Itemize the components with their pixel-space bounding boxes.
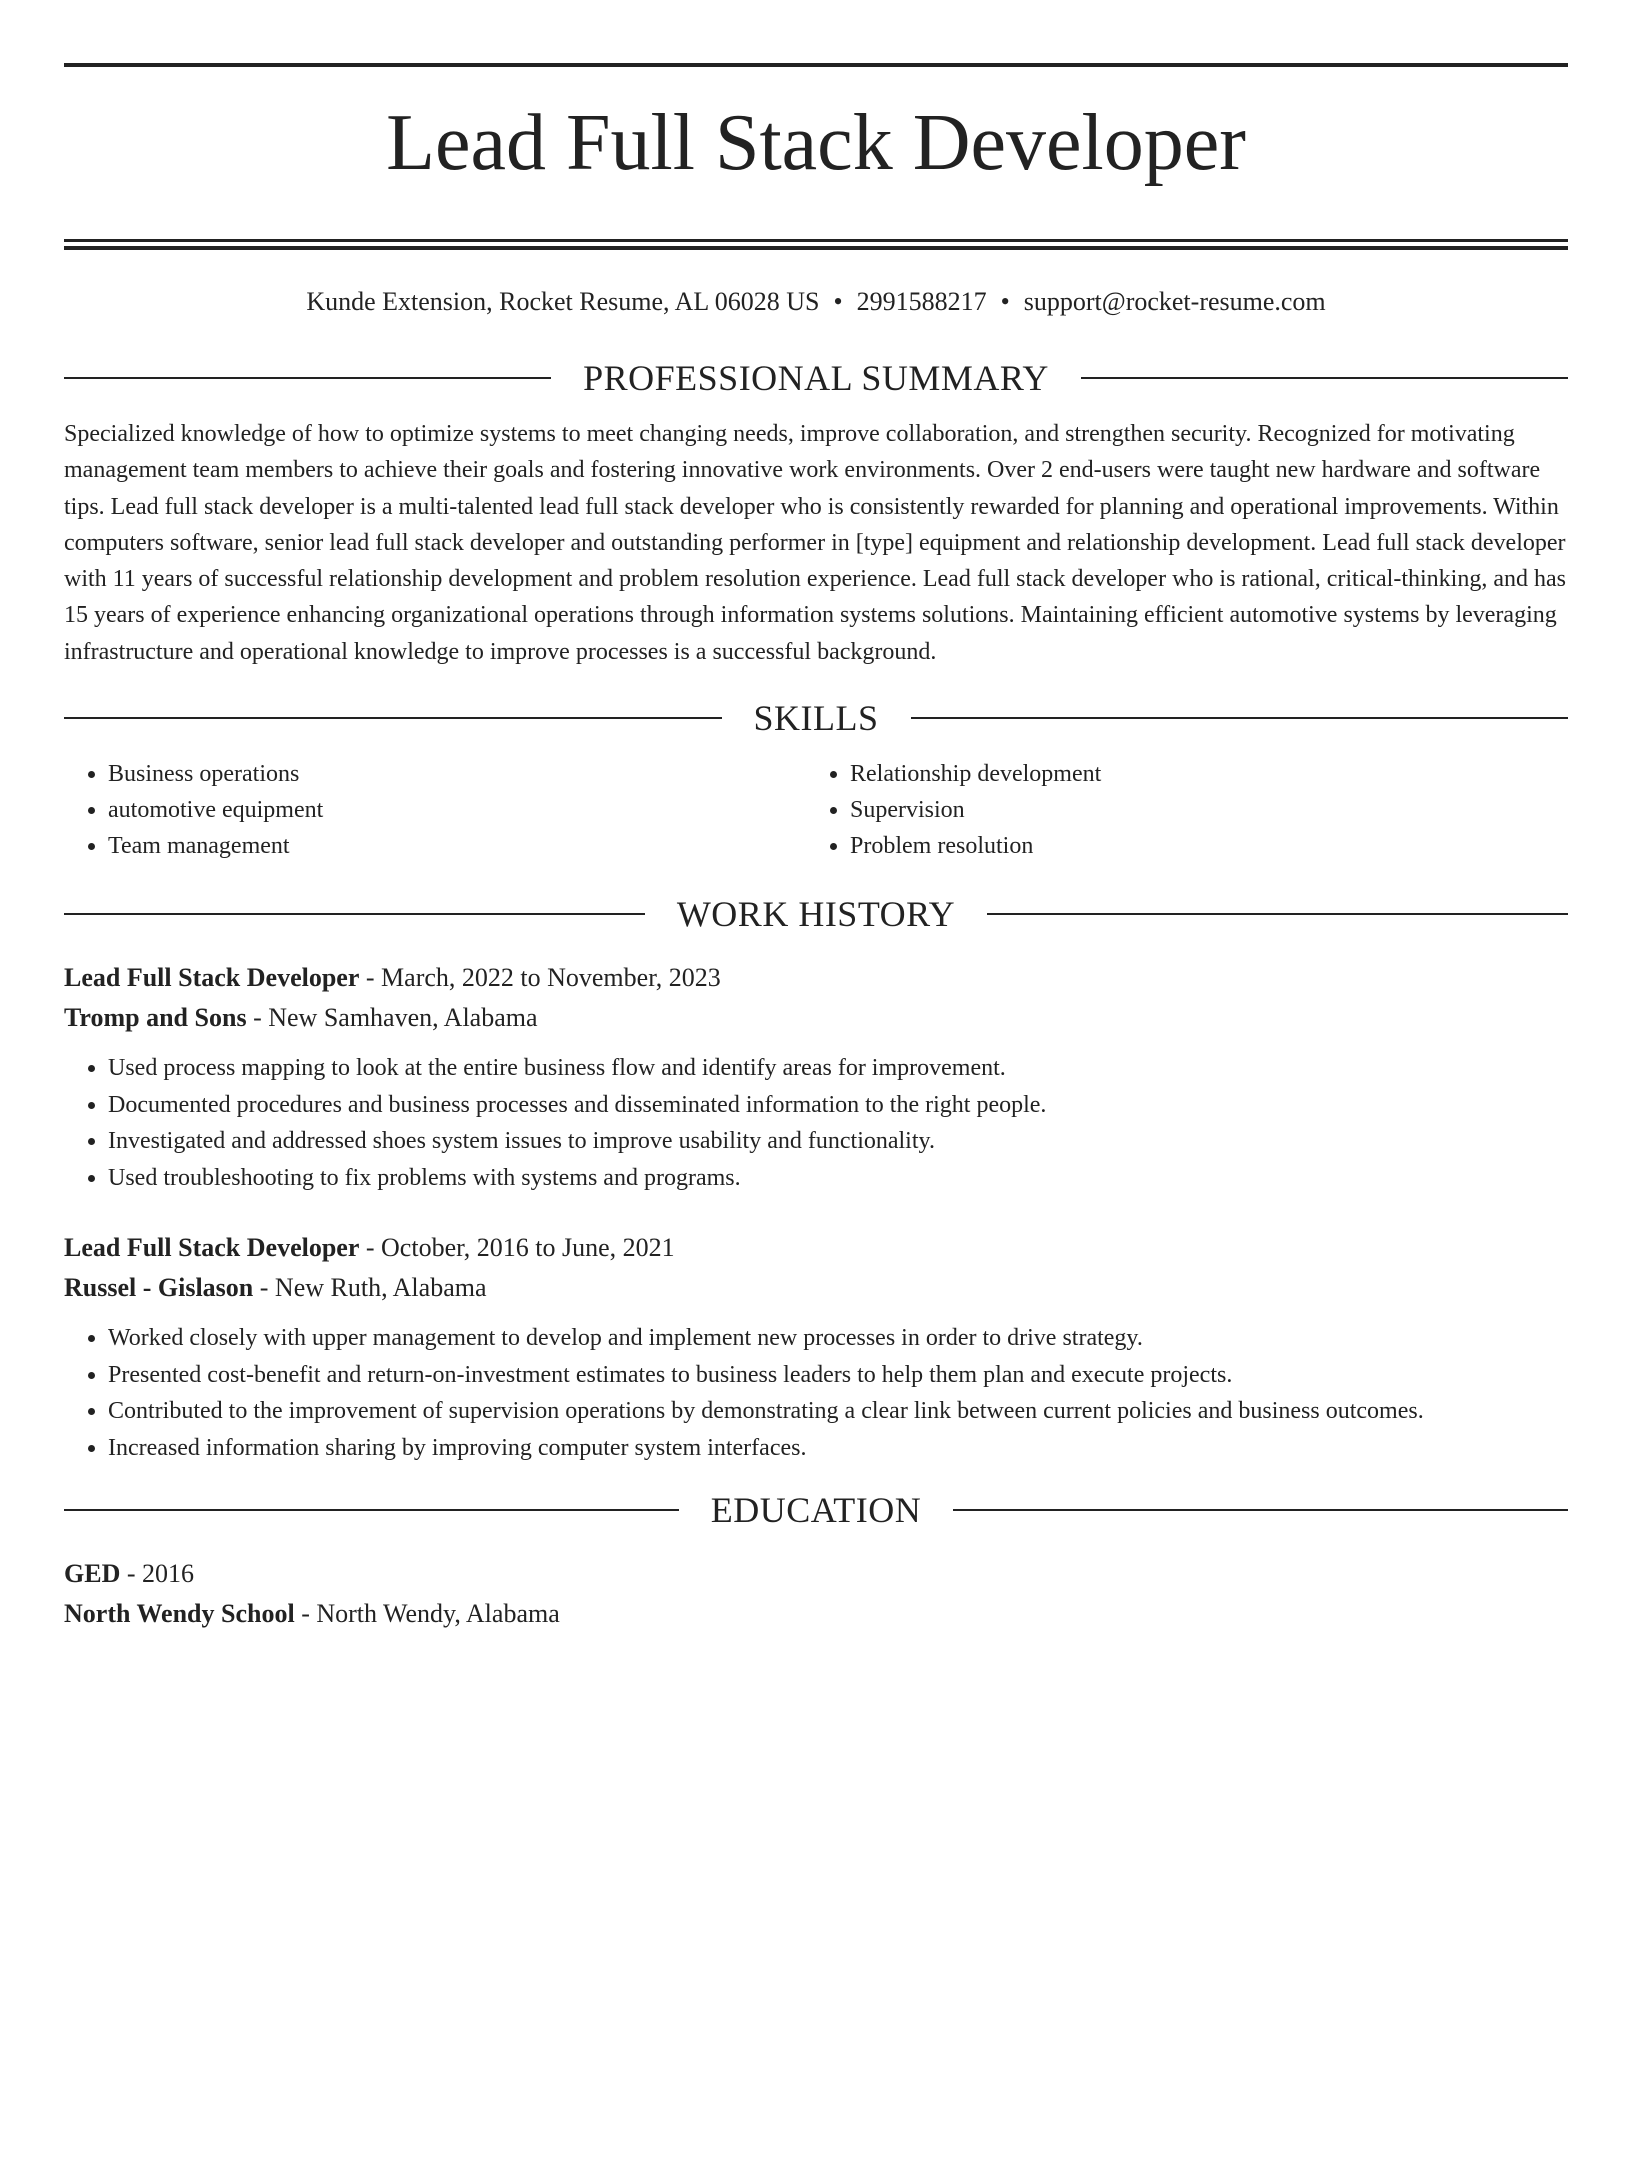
- skills-heading: [64, 696, 1568, 740]
- title-double-rule: [64, 239, 1568, 250]
- education-heading-label: EDUCATION: [710, 1490, 922, 1531]
- contact-separator: •: [1000, 287, 1010, 316]
- job-company: Tromp and Sons: [64, 1003, 247, 1033]
- contact-separator: •: [833, 287, 843, 316]
- job-company: Russel - Gislason: [64, 1273, 254, 1303]
- job-dates: - March, 2022 to November, 2023: [359, 963, 721, 993]
- job-dates: - October, 2016 to June, 2021: [359, 1233, 675, 1263]
- skills-list: [64, 756, 1568, 864]
- job-bullet: • Presented cost-benefit and return-on-investment estimates to business leaders to help them plan and execute projects.: [108, 1357, 1568, 1394]
- job-entry: [64, 1228, 1568, 1466]
- skills-column-left: [64, 756, 806, 864]
- contact-line: [64, 286, 1568, 318]
- heading-rule-left: [64, 717, 722, 719]
- skill-item: • Team management: [108, 828, 806, 864]
- summary-text: Specialized knowledge of how to optimize systems to meet changing needs, improve collaboration, and strengthen security. Recognized for motivating management team members to achieve their goals and fostering innovative work environments. Over 2 end-users were taught new hardware and software tips. Lead full stack developer is a multi-talented lead full stack developer who is consistently rewarded for planning and operational improvements. Within computers software, senior lead full stack developer and outstanding performer in [type] equipment and relationship development. Lead full stack developer with 11 years of successful relationship development and problem resolution experience. Lead full stack developer who is rational, critical-thinking, and has 15 years of experience enhancing organizational operations through information systems solutions. Maintaining efficient automotive systems by leveraging infrastructure and operational knowledge to improve processes is a successful background.: [64, 421, 1566, 665]
- contact-email: support@rocket-resume.com: [1023, 287, 1326, 316]
- skill-item: • Business operations: [108, 756, 806, 792]
- job-title-line: [64, 1228, 1568, 1268]
- education-year: - 2016: [120, 1559, 195, 1589]
- heading-rule-right: [953, 1509, 1568, 1511]
- job-bullets: [64, 1320, 1568, 1466]
- heading-rule-right: [1081, 377, 1568, 379]
- skill-item: • Problem resolution: [850, 828, 1548, 864]
- contact-address: Kunde Extension, Rocket Resume, AL 06028 US: [306, 287, 820, 316]
- resume-title: Lead Full Stack Developer: [386, 99, 1246, 187]
- heading-rule-right: [911, 717, 1569, 719]
- contact-phone: 2991588217: [856, 287, 987, 316]
- job-bullet: • Increased information sharing by improving computer system interfaces.: [108, 1430, 1568, 1467]
- job-bullets: [64, 1050, 1568, 1196]
- job-company-line: [64, 998, 1568, 1038]
- job-bullet: • Used process mapping to look at the entire business flow and identify areas for improvement.: [108, 1050, 1568, 1087]
- education-heading: [64, 1488, 1568, 1532]
- job-location: - New Ruth, Alabama: [253, 1273, 487, 1303]
- job-title-line: [64, 958, 1568, 998]
- skills-column-right: [806, 756, 1548, 864]
- job-bullet: • Documented procedures and business processes and disseminated information to the right people.: [108, 1087, 1568, 1124]
- education-location: - North Wendy, Alabama: [294, 1599, 560, 1629]
- job-company-line: [64, 1268, 1568, 1308]
- summary-heading-label: PROFESSIONAL SUMMARY: [583, 358, 1049, 398]
- heading-rule-left: [64, 377, 551, 379]
- heading-rule-left: [64, 913, 645, 915]
- job-entry: [64, 958, 1568, 1196]
- education-degree-line: [64, 1554, 1568, 1594]
- education-school-line: [64, 1594, 1568, 1634]
- job-bullet: • Worked closely with upper management to develop and implement new processes in order to drive strategy.: [108, 1320, 1568, 1357]
- skill-item: • Supervision: [850, 792, 1548, 828]
- skills-heading-label: SKILLS: [753, 698, 879, 739]
- job-bullet: • Used troubleshooting to fix problems with systems and programs.: [108, 1160, 1568, 1197]
- skill-item: • Relationship development: [850, 756, 1548, 792]
- heading-rule-left: [64, 1509, 679, 1511]
- work-history-heading-label: WORK HISTORY: [676, 894, 956, 935]
- job-location: - New Samhaven, Alabama: [246, 1003, 538, 1033]
- education-entry: [64, 1554, 1568, 1634]
- resume-page: [0, 63, 1632, 2175]
- job-bullet: • Contributed to the improvement of supervision operations by demonstrating a clear link between current policies and business outcomes.: [108, 1393, 1568, 1430]
- job-title: Lead Full Stack Developer: [64, 963, 360, 993]
- top-rule: [64, 63, 1568, 67]
- job-bullet: • Investigated and addressed shoes system issues to improve usability and functionality.: [108, 1123, 1568, 1160]
- heading-rule-right: [987, 913, 1568, 915]
- education-degree: GED: [64, 1559, 121, 1589]
- work-history-heading: [64, 892, 1568, 936]
- job-title: Lead Full Stack Developer: [64, 1233, 360, 1263]
- summary-heading: [64, 356, 1568, 400]
- education-school: North Wendy School: [64, 1599, 295, 1629]
- skill-item: • automotive equipment: [108, 792, 806, 828]
